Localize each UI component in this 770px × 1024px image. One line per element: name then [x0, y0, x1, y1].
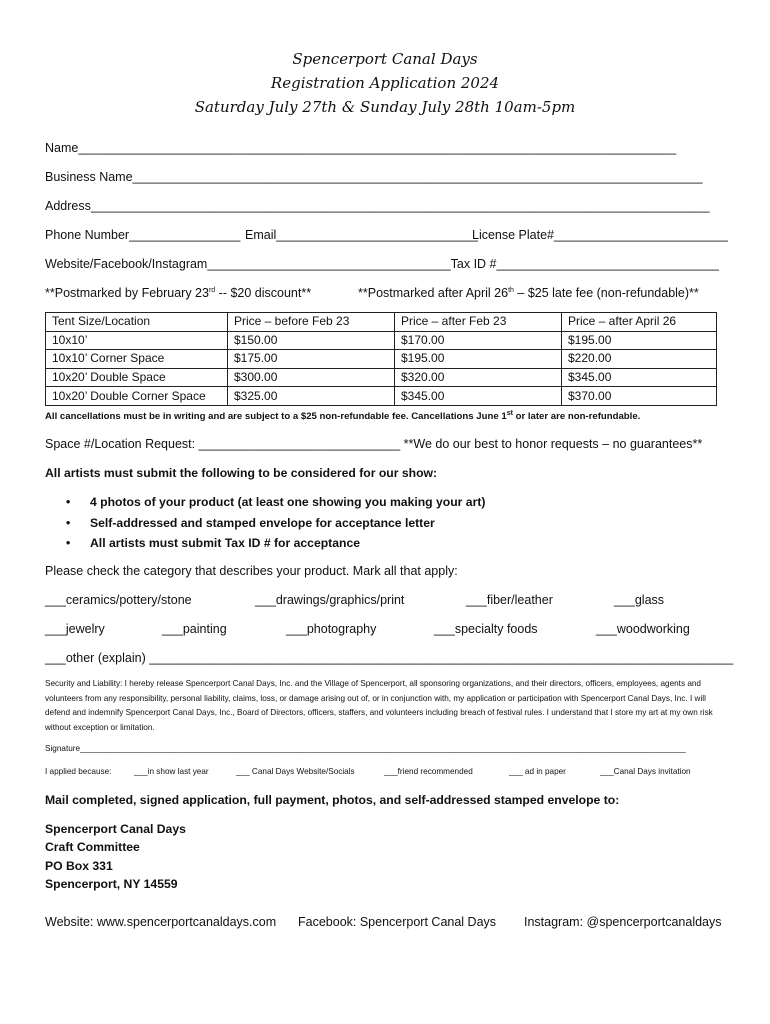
category-photography[interactable]: ___photography: [286, 622, 377, 636]
pricing-table: [45, 312, 717, 406]
bullet: •: [66, 495, 71, 509]
table-header: Tent Size/Location: [46, 313, 228, 332]
category-glass[interactable]: ___glass: [614, 593, 665, 607]
list-item: • 4 photos of your product (at least one showing you making your art): [66, 492, 485, 513]
bullet: •: [66, 536, 71, 550]
signature-line[interactable]: Signature_____________________________________________________________________________________________________________________________________: [45, 744, 686, 753]
cancellation-policy: All cancellations must be in writing and are subject to a $25 non-refundable fee. Cancellations June 1st or later are non-refundable.: [45, 410, 641, 423]
website-taxid-field[interactable]: Website/Facebook/Instagram___________________________________Tax ID #________________________________: [45, 257, 719, 271]
address-field[interactable]: Address_________________________________________________________________________________________: [45, 199, 710, 213]
table-cell: $175.00: [228, 350, 395, 369]
category-fiber[interactable]: ___fiber/leather: [466, 593, 553, 607]
category-painting[interactable]: ___painting: [162, 622, 227, 636]
form-subtitle: Registration Application 2024: [270, 74, 500, 92]
applied-option[interactable]: ___ ad in paper: [509, 767, 566, 776]
address-line: Craft Committee: [45, 840, 140, 855]
category-drawings[interactable]: ___drawings/graphics/print: [255, 593, 405, 607]
table-cell: 10x10’ Corner Space: [46, 350, 228, 369]
category-other[interactable]: ___other (explain) ____________________________________________________________________________________: [45, 651, 734, 665]
table-cell: $170.00: [395, 331, 562, 350]
table-cell: $345.00: [562, 368, 717, 387]
table-cell: $320.00: [395, 368, 562, 387]
table-row: [46, 350, 717, 369]
address-line: PO Box 331: [45, 858, 113, 873]
table-cell: $195.00: [395, 350, 562, 369]
applied-option[interactable]: ___in show last year: [134, 767, 209, 776]
table-cell: $345.00: [395, 387, 562, 406]
list-item: • Self-addressed and stamped envelope for acceptance letter: [66, 513, 485, 534]
table-cell: $325.00: [228, 387, 395, 406]
mailing-address: [45, 820, 186, 893]
business-name-field[interactable]: Business Name__________________________________________________________________________________: [45, 170, 703, 184]
requirements-list: [66, 492, 485, 554]
address-line: Spencerport, NY 14559: [45, 876, 178, 891]
category-woodworking[interactable]: ___woodworking: [596, 622, 690, 636]
mail-heading: Mail completed, signed application, full payment, photos, and self-addressed stamped envelope to:: [45, 793, 620, 807]
table-cell: $150.00: [228, 331, 395, 350]
footer-facebook: Facebook: Spencerport Canal Days: [298, 915, 497, 929]
table-cell: $370.00: [562, 387, 717, 406]
table-cell: 10x20’ Double Space: [46, 368, 228, 387]
table-cell: 10x20’ Double Corner Space: [46, 387, 228, 406]
license-plate-field[interactable]: License Plate#_________________________: [472, 228, 728, 242]
table-header: Price – after April 26: [562, 313, 717, 332]
liability-statement: Security and Liability: I hereby release Spencerport Canal Days, Inc. and the Village of Spencerport, all sponsoring organizations, and their directors, officers, employees, agents and volunteers from any responsibility, personal liability, claims, loss, or damage arising out of, or in conjunction with, my application or participation with Spencerport Canal Days, Inc. I will defend and indemnify Spencerport Canal Days, Inc., Board of Directors, officers, staffers, and volunteers including breach of festival rules. I understand that I store my art at my own risk without exception or limitation.: [45, 679, 713, 732]
footer-instagram: Instagram: @spencerportcanaldays: [524, 915, 722, 929]
event-dates: Saturday July 27th & Sunday July 28th 10am-5pm: [194, 98, 576, 116]
table-row: [46, 368, 717, 387]
early-discount-note: **Postmarked by February 23rd -- $20 discount**: [45, 286, 312, 300]
applied-option[interactable]: ___friend recommended: [384, 767, 473, 776]
space-request-field[interactable]: Space #/Location Request: _____________________________ **We do our best to honor requests – no guarantees**: [45, 437, 703, 451]
table-cell: 10x10’: [46, 331, 228, 350]
footer-website: Website: www.spencerportcanaldays.com: [45, 915, 277, 929]
table-header: Price – before Feb 23: [228, 313, 395, 332]
list-item: • All artists must submit Tax ID # for acceptance: [66, 533, 485, 554]
email-field[interactable]: Email_____________________________: [245, 228, 478, 242]
bullet: •: [66, 515, 71, 530]
table-header-row: [46, 313, 717, 332]
applied-option[interactable]: ___ Canal Days Website/Socials: [236, 767, 355, 776]
table-cell: $220.00: [562, 350, 717, 369]
late-fee-note: **Postmarked after April 26th – $25 late fee (non-refundable)**: [358, 286, 699, 300]
name-field[interactable]: Name______________________________________________________________________________________: [45, 141, 677, 155]
table-cell: $195.00: [562, 331, 717, 350]
table-row: [46, 331, 717, 350]
phone-field[interactable]: Phone Number________________: [45, 228, 241, 242]
table-header: Price – after Feb 23: [395, 313, 562, 332]
category-specialty-foods[interactable]: ___specialty foods: [434, 622, 538, 636]
category-jewelry[interactable]: ___jewelry: [45, 622, 105, 636]
category-ceramics[interactable]: ___ceramics/pottery/stone: [45, 593, 192, 607]
form-title: Spencerport Canal Days: [292, 50, 478, 68]
table-row: [46, 387, 717, 406]
address-line: Spencerport Canal Days: [45, 822, 186, 836]
category-prompt: Please check the category that describes your product. Mark all that apply:: [45, 564, 458, 578]
applied-because-label: I applied because:: [45, 767, 112, 776]
applied-option[interactable]: ___Canal Days invitation: [600, 767, 691, 776]
table-cell: $300.00: [228, 368, 395, 387]
artists-heading: All artists must submit the following to be considered for our show:: [45, 466, 438, 480]
